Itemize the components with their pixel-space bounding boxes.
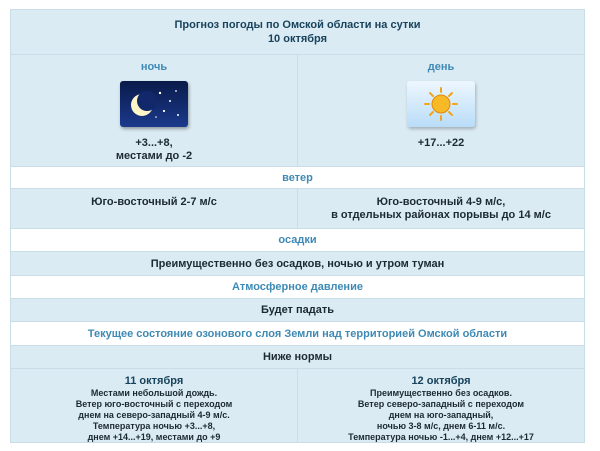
pressure-heading: Атмосферное давление bbox=[11, 276, 584, 299]
night-label: ночь bbox=[140, 61, 168, 73]
next-days-row bbox=[11, 369, 584, 442]
wind-night: Юго-восточный 2-7 м/с bbox=[11, 189, 298, 228]
moon-stars-icon bbox=[120, 81, 188, 127]
forecast-header bbox=[11, 10, 584, 55]
ozone-heading: Текущее состояние озонового слоя Земли над территорией Омской области bbox=[11, 322, 584, 346]
day-cell bbox=[298, 55, 584, 166]
day-label: день bbox=[427, 61, 455, 73]
forecast-day-1-date: 11 октября bbox=[124, 375, 184, 387]
forecast-day-2 bbox=[298, 369, 584, 442]
wind-row bbox=[11, 189, 584, 229]
ozone-value: Ниже нормы bbox=[11, 346, 584, 369]
night-temp: +3...+8, bbox=[135, 137, 173, 149]
forecast-day-1 bbox=[11, 369, 298, 442]
day-temp: +17...+22 bbox=[417, 137, 465, 149]
wind-day-line1: Юго-восточный 4-9 м/с, bbox=[376, 195, 506, 208]
night-temp-local: местами до -2 bbox=[115, 150, 193, 162]
forecast-title: Прогноз погоды по Омской области на сутки bbox=[174, 19, 421, 31]
precipitation-value: Преимущественно без осадков, ночью и утром туман bbox=[11, 252, 584, 276]
night-cell bbox=[11, 55, 298, 166]
sun-icon bbox=[407, 81, 475, 127]
forecast-date: 10 октября bbox=[267, 33, 328, 45]
wind-heading: ветер bbox=[11, 167, 584, 189]
wind-day-line2: в отдельных районах порывы до 14 м/с bbox=[331, 208, 551, 221]
forecast-day-2-text: Преимущественно без осадков. Ветер северо-западный с переходом днем на юго-западный, ночью 3-8 м/с, днем 6-11 м/с. Температура ночью -1...+4, днем +12...+17 bbox=[348, 388, 534, 442]
forecast-day-1-text: Местами небольшой дождь. Ветер юго-восточный с переходом днем на северо-западный 4-9 м/с. Температура ночью +3...+8, днем +14...+19, местами до +9 bbox=[75, 388, 233, 442]
precipitation-heading: осадки bbox=[11, 229, 584, 252]
wind-day bbox=[298, 189, 584, 228]
weather-forecast-table bbox=[10, 9, 585, 443]
forecast-day-2-date: 12 октября bbox=[411, 375, 471, 387]
day-night-row bbox=[11, 55, 584, 167]
pressure-value: Будет падать bbox=[11, 299, 584, 322]
